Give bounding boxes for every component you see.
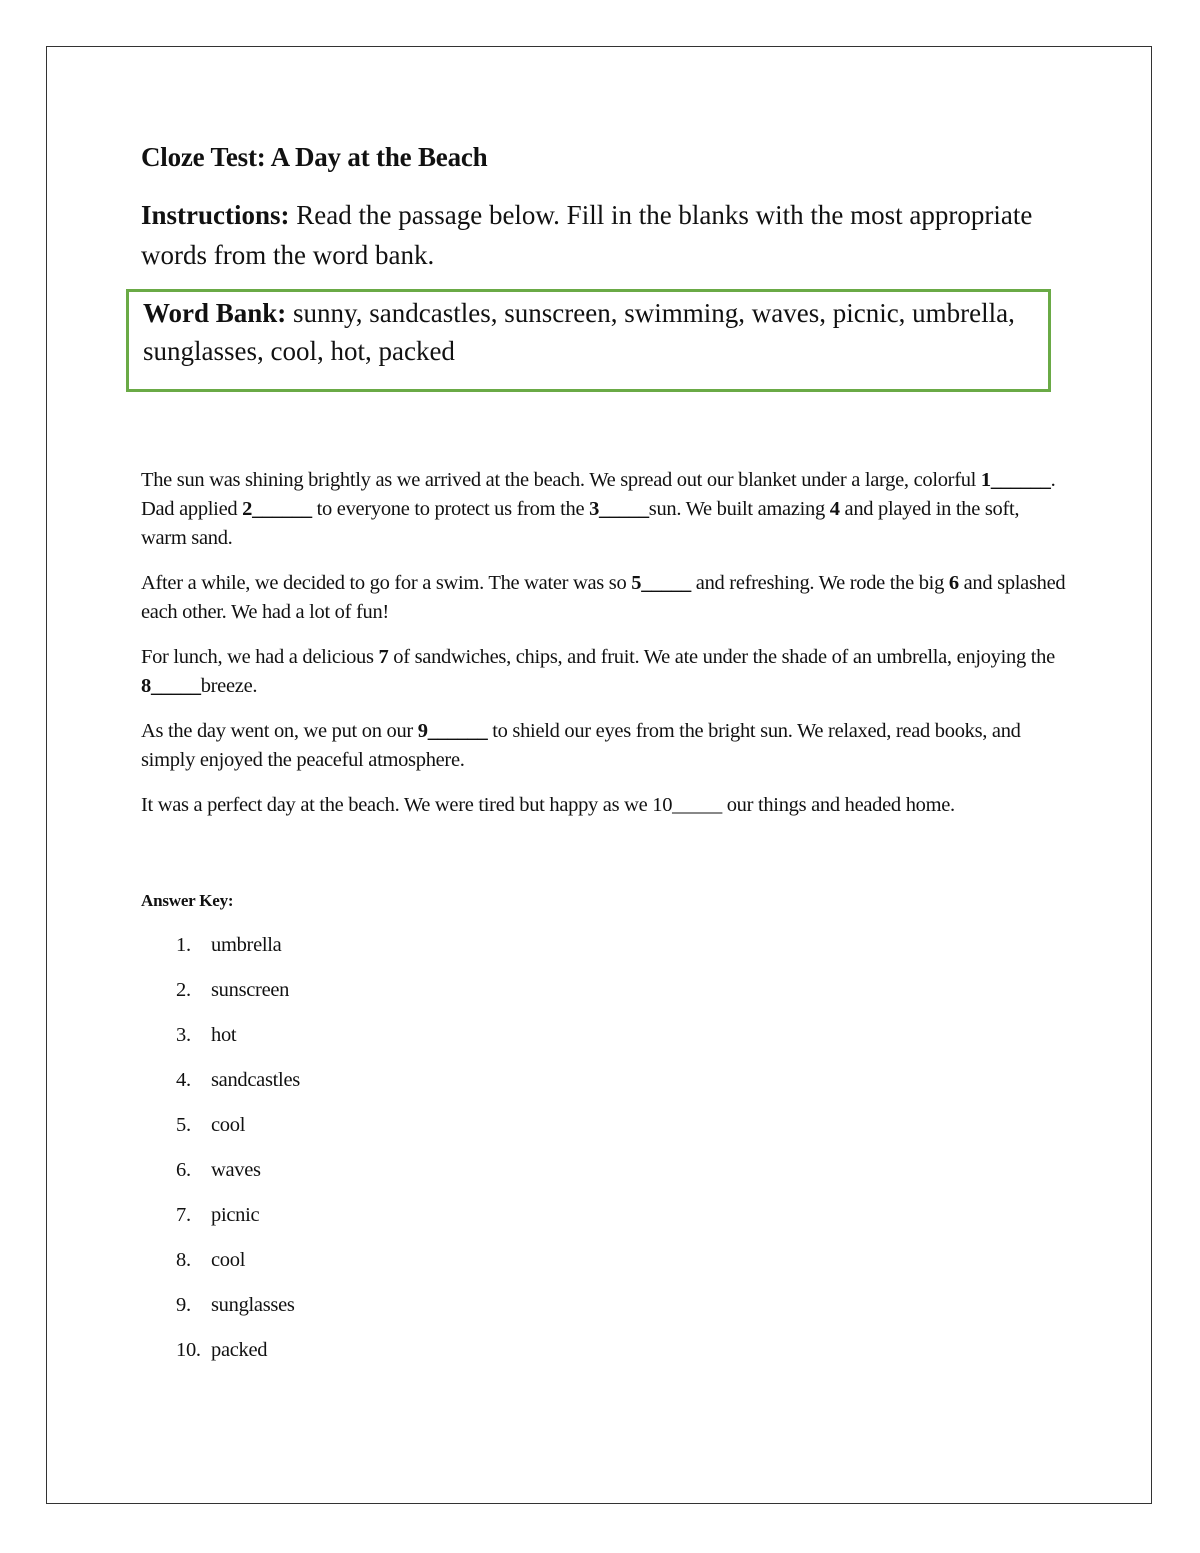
answer-item (141, 1020, 300, 1065)
answer-text: sandcastles (211, 1069, 300, 1091)
answer-item (141, 930, 300, 975)
passage-text: and splashed each other. We had a lot of fun! (141, 572, 1066, 623)
passage-text: of sandwiches, chips, and fruit. We ate under the shade of an umbrella, enjoying the (388, 646, 1055, 668)
blank-9: 9______ (417, 720, 488, 742)
passage-paragraph-1 (141, 466, 1066, 553)
blank-3: 3_____ (589, 498, 649, 520)
answer-item (141, 1245, 300, 1290)
passage-text: . Dad applied (141, 469, 1056, 520)
answer-number: 5. (176, 1114, 191, 1136)
blank-8: 8_____ (141, 675, 201, 697)
passage-text: sun. We built amazing (648, 498, 830, 520)
passage (141, 466, 1066, 836)
instructions-label: Instructions: (141, 200, 290, 230)
answer-item (141, 1200, 300, 1245)
answer-text: umbrella (211, 934, 282, 956)
answer-number: 3. (176, 1024, 191, 1046)
answer-item (141, 1290, 300, 1335)
passage-text: It was a perfect day at the beach. We were tired but happy as we 10_____ our things and headed home. (141, 794, 955, 816)
answer-number: 8. (176, 1249, 191, 1271)
answer-text: hot (211, 1024, 237, 1046)
passage-text: breeze. (200, 675, 258, 697)
word-bank-box (126, 289, 1051, 392)
word-bank (143, 294, 1034, 370)
passage-paragraph-2 (141, 569, 1066, 627)
passage-paragraph-4 (141, 717, 1066, 775)
answer-item (141, 1155, 300, 1200)
passage-text: The sun was shining brightly as we arrived at the beach. We spread out our blanket under a large, colorful (141, 469, 981, 491)
passage-text: For lunch, we had a delicious (141, 646, 379, 668)
answer-number: 4. (176, 1069, 191, 1091)
answer-key-list (141, 930, 300, 1380)
blank-7: 7 (378, 646, 389, 668)
answer-text: packed (211, 1339, 268, 1361)
answer-item (141, 975, 300, 1020)
passage-text: As the day went on, we put on our (141, 720, 418, 742)
blank-2: 2______ (242, 498, 312, 520)
blank-1: 1______ (980, 469, 1051, 491)
answer-number: 7. (176, 1204, 191, 1226)
answer-text: picnic (211, 1204, 260, 1226)
passage-text: After a while, we decided to go for a swim. The water was so (141, 572, 632, 594)
answer-text: sunscreen (211, 979, 290, 1001)
passage-text: to everyone to protect us from the (311, 498, 590, 520)
answer-text: sunglasses (211, 1294, 295, 1316)
blank-4: 4 (829, 498, 840, 520)
answer-number: 2. (176, 979, 191, 1001)
passage-paragraph-5 (141, 791, 1066, 820)
word-bank-words: sunny, sandcastles, sunscreen, swimming, waves, picnic, umbrella, sunglasses, cool, hot, packed (143, 298, 1015, 366)
answer-number: 9. (176, 1294, 191, 1316)
passage-paragraph-3 (141, 643, 1066, 701)
answer-text: cool (211, 1249, 246, 1271)
answer-text: cool (211, 1114, 246, 1136)
answer-number: 10. (176, 1339, 201, 1361)
answer-number: 1. (176, 934, 191, 956)
instructions (141, 195, 1061, 275)
answer-key-title: Answer Key: (141, 891, 234, 910)
page-title: Cloze Test: A Day at the Beach (141, 142, 488, 172)
answer-item (141, 1065, 300, 1110)
blank-5: 5_____ (631, 572, 691, 594)
answer-text: waves (211, 1159, 261, 1181)
instructions-text: Read the passage below. Fill in the blanks with the most appropriate words from the word bank. (141, 200, 1033, 270)
blank-6: 6 (948, 572, 959, 594)
answer-number: 6. (176, 1159, 191, 1181)
passage-text: to shield our eyes from the bright sun. We relaxed, read books, and simply enjoyed the peaceful atmosphere. (141, 720, 1021, 771)
word-bank-label: Word Bank: (143, 298, 287, 328)
passage-text: and played in the soft, warm sand. (141, 498, 1020, 549)
answer-item (141, 1335, 300, 1380)
passage-text: and refreshing. We rode the big (690, 572, 949, 594)
answer-item (141, 1110, 300, 1155)
